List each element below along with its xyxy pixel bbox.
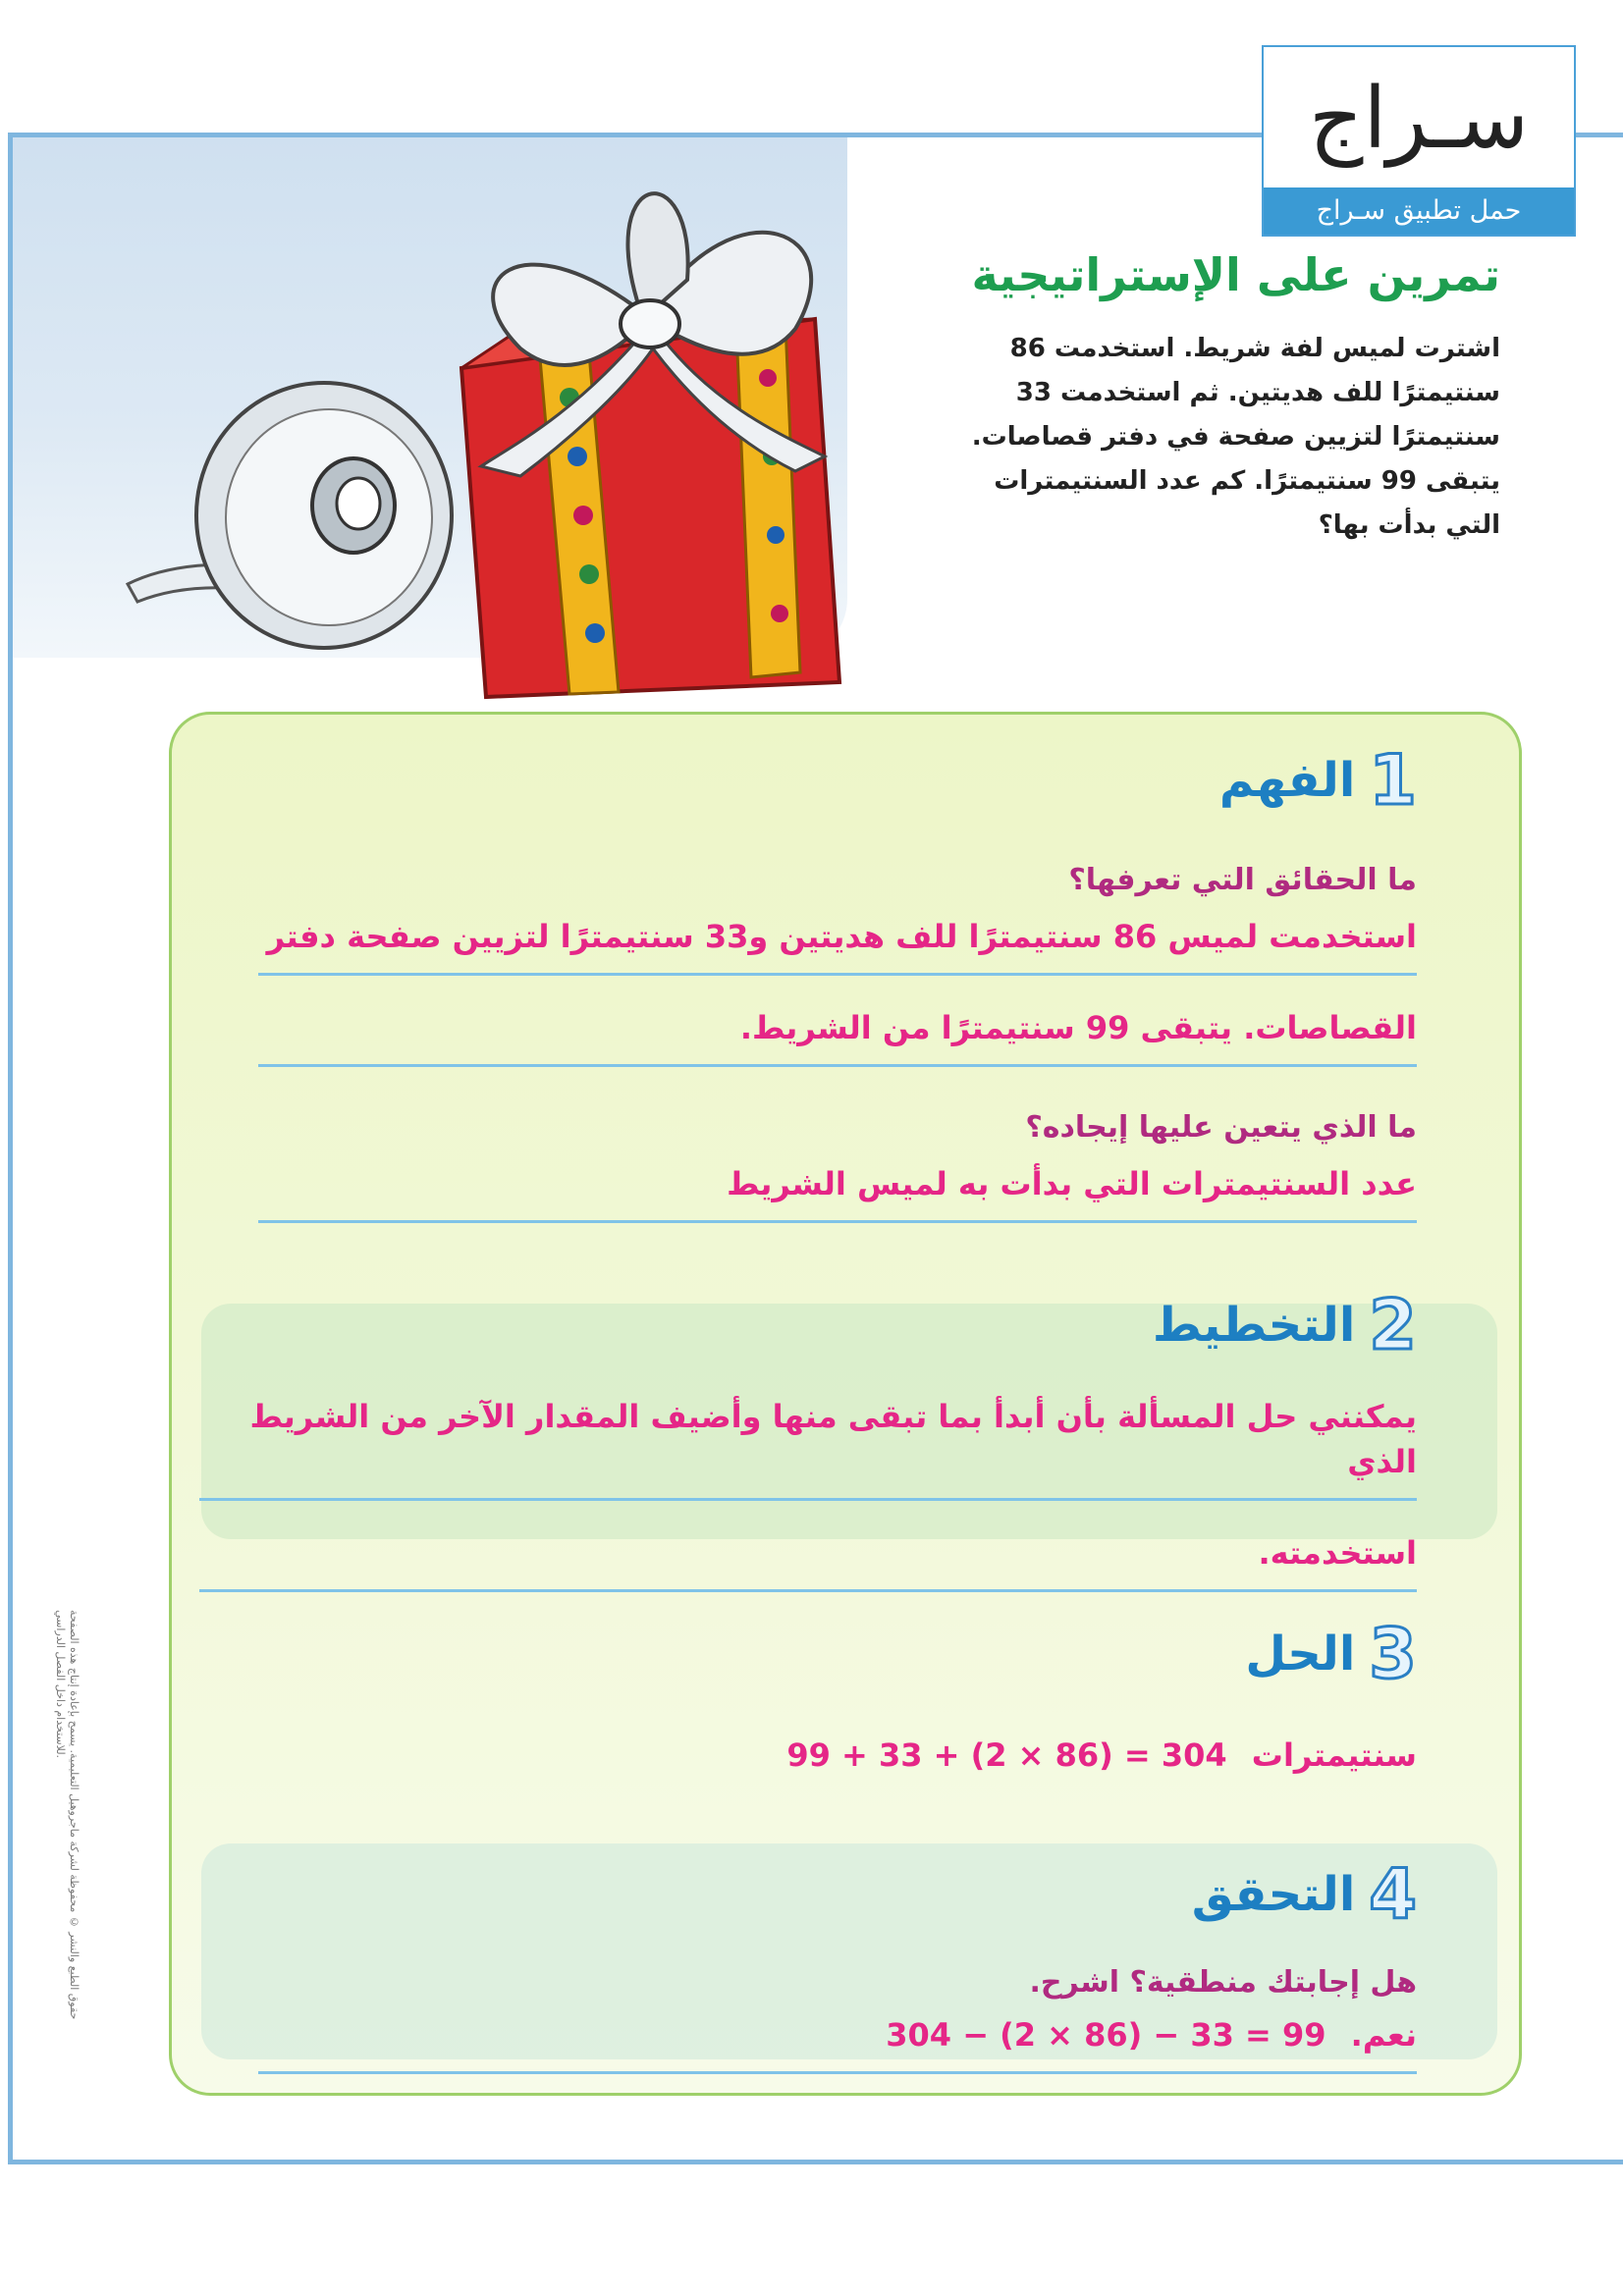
step-plan [199,1286,1417,1592]
question-reasonable: هل إجابتك منطقية؟ اشرح. [1029,1965,1417,2000]
question-goal: ما الذي يتعين عليها إيجاده؟ [1025,1110,1417,1145]
answer-goal: عدد السنتيمترات التي بدأت به لميس الشريط [258,1161,1417,1223]
step-1-title: الفهم [1218,753,1356,808]
step-3-number: 3 [1369,1614,1417,1694]
gift-illustration [108,162,854,712]
answer-facts-line-1: استخدمت لميس 86 سنتيمترًا للف هديتين و33 سنتيمترًا لتزيين صفحة دفتر [258,914,1417,976]
ribbon-roll-icon [128,383,452,648]
step-2-title: التخطيط [1152,1298,1356,1353]
answer-facts-line-2: القصاصات. يتبقى 99 سنتيمترًا من الشريط. [258,1005,1417,1067]
check-equation: 304 − (2 × 86) − 33 = 99 [886,2016,1326,2054]
copyright-note: حقوق الطبع والنشر © محفوظة لشركة ماجروهيل التعليمية. يسمح بإعادة إنتاج هذه الصفحة للاستخدام داخل الفصل الدراسي. [54,1610,81,2020]
step-check [258,1855,1417,2074]
step-2-heading [199,1286,1417,1364]
gift-box-icon [461,319,839,697]
check-answer [258,2012,1417,2074]
solve-equation: 99 + 33 + (2 × 86) = 304 [786,1736,1227,1774]
page-title: تمرين على الإستراتيجية [971,248,1500,301]
step-understand [258,741,1417,1223]
plan-line-2: استخدمته. [199,1530,1417,1592]
step-3-heading [258,1615,1417,1693]
solve-unit: سنتيمترات [1251,1736,1417,1774]
logo-tagline: حمل تطبيق سـراج [1264,187,1574,235]
step-1-heading [258,741,1417,820]
step-4-number: 4 [1369,1854,1417,1935]
step-2-number: 2 [1369,1285,1417,1365]
question-facts: ما الحقائق التي تعرفها؟ [1068,863,1417,897]
problem-prompt: اشترت لميس لفة شريط. استخدمت 86 سنتيمترًا للف هديتين. ثم استخدمت 33 سنتيمترًا لتزيين صفحة في دفتر قصاصات. يتبقى 99 سنتيمترًا. كم عدد السنتيمترات التي بدأت بها؟ [971,334,1500,540]
logo-wordmark: سـراج [1308,70,1530,168]
solve-answer [258,1733,1417,1791]
check-yes: نعم. [1350,2016,1417,2054]
step-4-title: التحقق [1191,1867,1356,1922]
step-3-title: الحل [1245,1627,1356,1682]
step-4-heading [258,1855,1417,1934]
step-1-number: 1 [1369,740,1417,821]
siraj-logo[interactable] [1262,45,1576,237]
plan-line-1: يمكنني حل المسألة بأن أبدأ بما تبقى منها وأضيف المقدار الآخر من الشريط الذي [199,1394,1417,1501]
step-solve [258,1615,1417,1791]
